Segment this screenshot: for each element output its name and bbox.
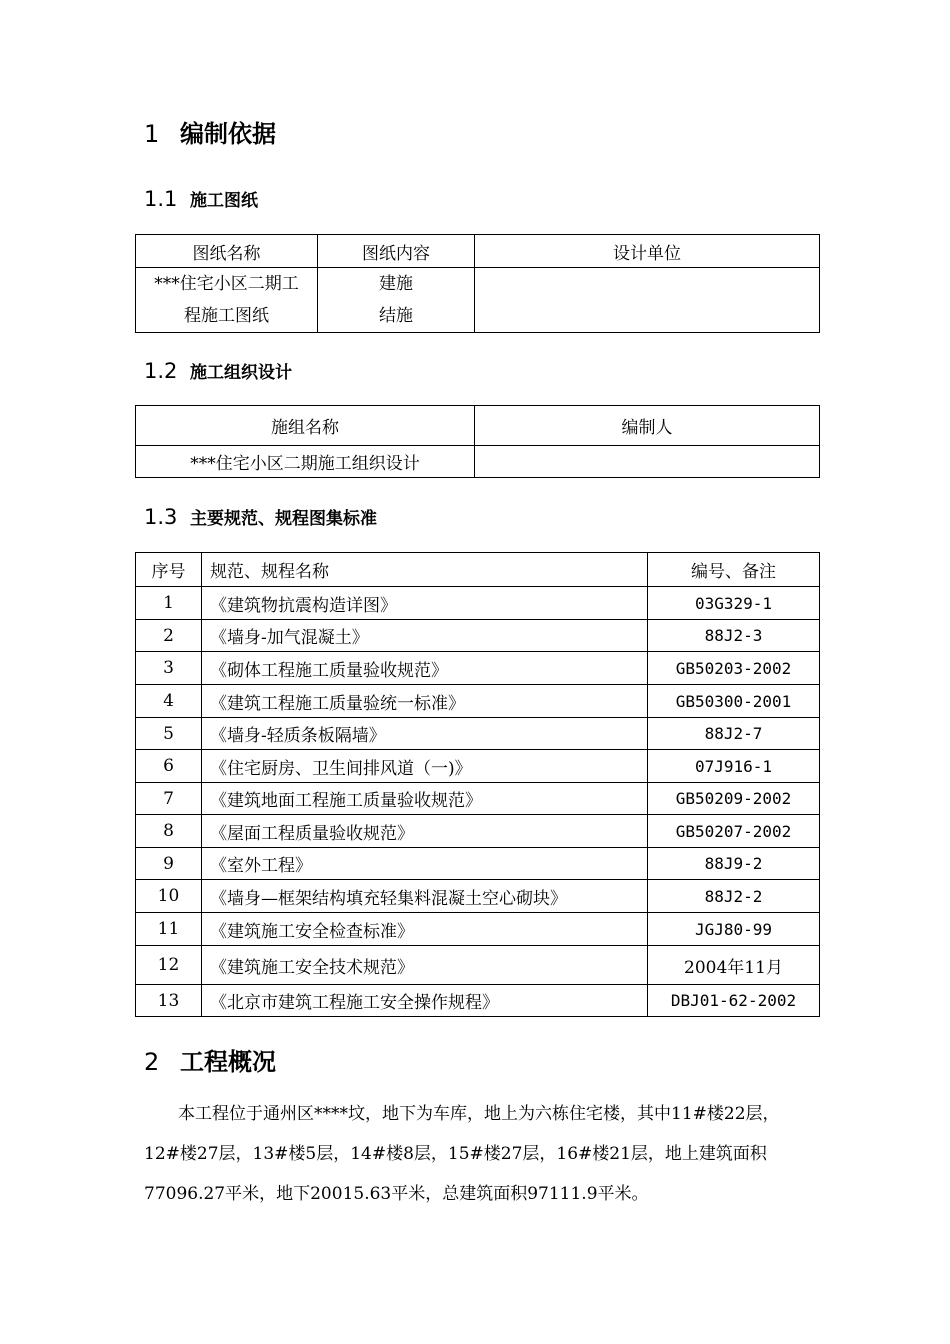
cell-line: 程施工图纸: [184, 306, 269, 326]
section-number: 1: [144, 120, 160, 148]
row-number: 5: [136, 718, 202, 750]
standard-code: 2004年11月: [648, 946, 820, 985]
standard-name: 《建筑工程施工质量验统一标准》: [202, 685, 648, 718]
row-number: 11: [136, 913, 202, 946]
section-title: 主要规范、规程图集标准: [190, 509, 377, 529]
cell-line: ***住宅小区二期工: [154, 274, 299, 294]
header-cell: 图纸名称: [136, 235, 318, 268]
standard-code: 88J2-7: [648, 718, 820, 750]
table-row: [136, 620, 820, 652]
header-cell: 规范、规程名称: [202, 553, 648, 587]
table-header-row: [136, 235, 820, 268]
drawing-name-cell: [136, 268, 318, 333]
section-2-heading: [144, 1042, 276, 1077]
table-row: [136, 685, 820, 718]
row-number: 6: [136, 750, 202, 783]
table-header-row: [136, 406, 820, 446]
section-1-2-heading: [144, 358, 292, 383]
standard-code: 88J9-2: [648, 848, 820, 880]
standard-name: 《室外工程》: [202, 848, 648, 880]
standard-code: 03G329-1: [648, 587, 820, 620]
project-overview-paragraph: 本工程位于通州区****坟，地下为车库，地上为六栋住宅楼，其中11#楼22层，12#楼27层，13#楼5层，14#楼8层，15#楼27层，16#楼21层，地上建筑面积77096.27平米，地下20015.63平米，总建筑面积97111.9平米。: [144, 1104, 780, 1204]
header-cell: 施组名称: [136, 406, 475, 446]
standard-name: 《住宅厨房、卫生间排风道（一)》: [202, 750, 648, 783]
header-cell: 图纸内容: [318, 235, 475, 268]
standard-code: GB50300-2001: [648, 685, 820, 718]
standard-code: DBJ01-62-2002: [648, 985, 820, 1017]
section-title: 施工图纸: [190, 191, 258, 211]
standard-code: JGJ80-99: [648, 913, 820, 946]
table-row: [136, 783, 820, 815]
table-row: [136, 985, 820, 1017]
section-number: 1.3: [144, 505, 178, 529]
row-number: 10: [136, 880, 202, 913]
standard-name: 《砌体工程施工质量验收规范》: [202, 652, 648, 685]
drawings-table: [135, 234, 820, 333]
standard-name: 《墙身-加气混凝土》: [202, 620, 648, 652]
design-name-cell: ***住宅小区二期施工组织设计: [136, 446, 475, 478]
table-header-row: [136, 553, 820, 587]
header-cell: 设计单位: [475, 235, 820, 268]
section-1-heading: [144, 114, 276, 149]
table-row: [136, 652, 820, 685]
standard-name: 《建筑施工安全检查标准》: [202, 913, 648, 946]
design-unit-cell: [475, 268, 820, 333]
cell-line: 建施: [379, 274, 413, 294]
row-number: 8: [136, 815, 202, 848]
section-title: 工程概况: [180, 1048, 276, 1076]
section-title: 施工组织设计: [190, 363, 292, 383]
section-number: 1.1: [144, 187, 178, 211]
table-row: [136, 718, 820, 750]
row-number: 7: [136, 783, 202, 815]
standard-code: GB50203-2002: [648, 652, 820, 685]
table-row: [136, 913, 820, 946]
standard-name: 《建筑施工安全技术规范》: [202, 946, 648, 985]
section-1-3-heading: [144, 504, 377, 529]
standards-table: [135, 552, 820, 1017]
table-row: [136, 446, 820, 478]
standard-name: 《墙身-轻质条板隔墙》: [202, 718, 648, 750]
standard-name: 《墙身—框架结构填充轻集料混凝土空心砌块》: [202, 880, 648, 913]
standard-code: 07J916-1: [648, 750, 820, 783]
row-number: 13: [136, 985, 202, 1017]
standard-name: 《建筑物抗震构造详图》: [202, 587, 648, 620]
standard-name: 《北京市建筑工程施工安全操作规程》: [202, 985, 648, 1017]
row-number: 9: [136, 848, 202, 880]
row-number: 2: [136, 620, 202, 652]
standard-name: 《建筑地面工程施工质量验收规范》: [202, 783, 648, 815]
section-number: 2: [144, 1048, 160, 1076]
table-row: [136, 946, 820, 985]
table-row: [136, 880, 820, 913]
header-cell: 编号、备注: [648, 553, 820, 587]
row-number: 1: [136, 587, 202, 620]
table-row: [136, 848, 820, 880]
drawing-content-cell: [318, 268, 475, 333]
cell-line: 结施: [379, 306, 413, 326]
standard-code: GB50209-2002: [648, 783, 820, 815]
row-number: 3: [136, 652, 202, 685]
standard-name: 《屋面工程质量验收规范》: [202, 815, 648, 848]
standard-code: 88J2-3: [648, 620, 820, 652]
table-row: [136, 587, 820, 620]
table-row: [136, 268, 820, 333]
row-number: 12: [136, 946, 202, 985]
table-row: [136, 815, 820, 848]
standard-code: 88J2-2: [648, 880, 820, 913]
standard-code: GB50207-2002: [648, 815, 820, 848]
row-number: 4: [136, 685, 202, 718]
organization-design-table: [135, 405, 820, 478]
section-title: 编制依据: [180, 120, 276, 148]
author-cell: [475, 446, 820, 478]
section-number: 1.2: [144, 359, 178, 383]
table-row: [136, 750, 820, 783]
header-cell: 编制人: [475, 406, 820, 446]
header-cell: 序号: [136, 553, 202, 587]
section-1-1-heading: [144, 186, 258, 211]
